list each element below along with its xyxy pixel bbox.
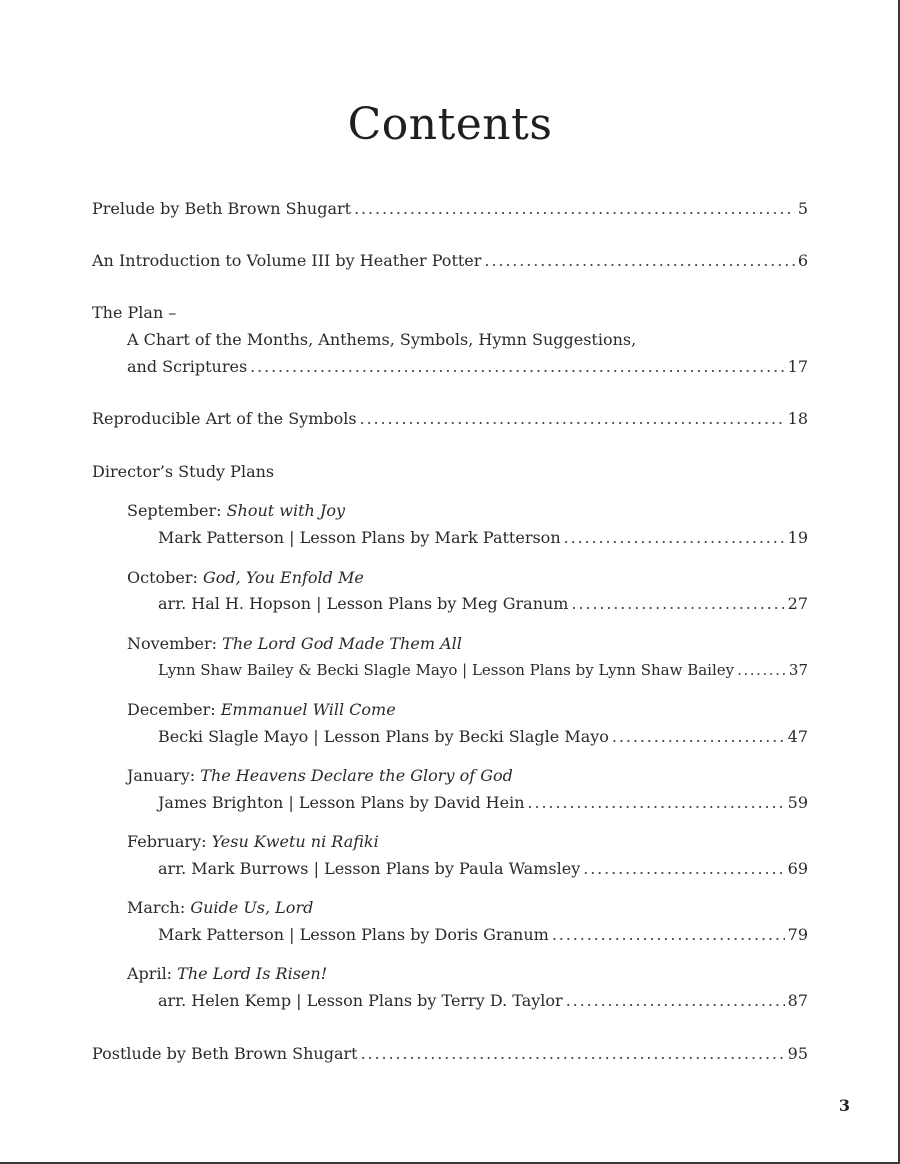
month-label: November: bbox=[127, 634, 223, 653]
month-heading-january bbox=[127, 765, 513, 787]
toc-page-number: 87 bbox=[787, 991, 808, 1010]
leader-dots bbox=[484, 250, 794, 272]
toc-entry-label: arr. Helen Kemp | Lesson Plans by Terry D. Taylor bbox=[158, 991, 563, 1010]
anthem-title: The Heavens Declare the Glory of God bbox=[200, 766, 513, 785]
toc-page-number: 6 bbox=[797, 251, 808, 270]
leader-dots bbox=[737, 659, 786, 681]
anthem-title: God, You Enfold Me bbox=[202, 568, 364, 587]
anthem-title: The Lord God Made Them All bbox=[222, 634, 462, 653]
leader-dots bbox=[583, 858, 784, 880]
toc-entry-label: Mark Patterson | Lesson Plans by Mark Patterson bbox=[158, 528, 561, 547]
toc-entry-october[interactable] bbox=[158, 593, 808, 615]
toc-page-number: 69 bbox=[787, 859, 808, 878]
toc-entry-label: Postlude by Beth Brown Shugart bbox=[92, 1044, 358, 1063]
leader-dots bbox=[250, 356, 784, 378]
toc-page-number: 47 bbox=[787, 727, 808, 746]
toc-entry-label: Prelude by Beth Brown Shugart bbox=[92, 199, 352, 218]
toc-entry-introduction[interactable] bbox=[92, 250, 808, 272]
month-label: March: bbox=[127, 898, 191, 917]
month-heading-december bbox=[127, 699, 396, 721]
leader-dots bbox=[361, 1043, 785, 1065]
month-heading-april bbox=[127, 963, 327, 985]
toc-entry-symbols-art[interactable] bbox=[92, 408, 808, 430]
anthem-title: Yesu Kwetu ni Rafiki bbox=[211, 832, 379, 851]
toc-page-number: 95 bbox=[787, 1044, 808, 1063]
toc-entry-label: An Introduction to Volume III by Heather Potter bbox=[92, 251, 482, 270]
month-heading-november bbox=[127, 633, 462, 655]
toc-entry-november[interactable] bbox=[158, 659, 808, 681]
toc-entry-plan-subtitle: A Chart of the Months, Anthems, Symbols, Hymn Suggestions, bbox=[127, 330, 637, 349]
anthem-title: Guide Us, Lord bbox=[190, 898, 314, 917]
toc-entry-label: Lynn Shaw Bailey & Becki Slagle Mayo | Lesson Plans by Lynn Shaw Bailey bbox=[158, 661, 735, 679]
month-label: September: bbox=[127, 501, 227, 520]
toc-entry-january[interactable] bbox=[158, 792, 808, 814]
anthem-title: Emmanuel Will Come bbox=[220, 700, 396, 719]
page-number: 3 bbox=[838, 1096, 850, 1115]
toc-entry-label: James Brighton | Lesson Plans by David Hein bbox=[158, 793, 525, 812]
toc-entry-february[interactable] bbox=[158, 858, 808, 880]
leader-dots bbox=[552, 924, 785, 946]
month-label: February: bbox=[127, 832, 212, 851]
toc-entry-september[interactable] bbox=[158, 527, 808, 549]
toc-entry-postlude[interactable] bbox=[92, 1043, 808, 1065]
toc-entry-label: and Scriptures bbox=[127, 357, 248, 376]
leader-dots bbox=[564, 527, 785, 549]
toc-page-number: 19 bbox=[787, 528, 808, 547]
toc-entry-label: Reproducible Art of the Symbols bbox=[92, 409, 357, 428]
toc-entry-april[interactable] bbox=[158, 990, 808, 1012]
leader-dots bbox=[612, 726, 785, 748]
toc-section-study-plans: Director’s Study Plans bbox=[92, 462, 275, 481]
toc-page-number: 5 bbox=[797, 199, 808, 218]
page-title: Contents bbox=[347, 99, 553, 151]
toc-entry-plan-heading[interactable]: The Plan – bbox=[92, 303, 177, 322]
toc-entry-label: arr. Mark Burrows | Lesson Plans by Paula Wamsley bbox=[158, 859, 581, 878]
month-heading-september bbox=[127, 500, 345, 522]
toc-entry-march[interactable] bbox=[158, 924, 808, 946]
toc-entry-december[interactable] bbox=[158, 726, 808, 748]
toc-page-number: 37 bbox=[788, 661, 808, 679]
leader-dots bbox=[360, 408, 785, 430]
anthem-title: The Lord Is Risen! bbox=[177, 964, 328, 983]
leader-dots bbox=[528, 792, 785, 814]
toc-entry-label: Mark Patterson | Lesson Plans by Doris Granum bbox=[158, 925, 549, 944]
month-heading-february bbox=[127, 831, 379, 853]
toc-page-number: 18 bbox=[787, 409, 808, 428]
month-label: April: bbox=[127, 964, 178, 983]
leader-dots bbox=[571, 593, 784, 615]
anthem-title: Shout with Joy bbox=[226, 501, 346, 520]
month-label: October: bbox=[127, 568, 203, 587]
month-label: January: bbox=[127, 766, 201, 785]
toc-entry-plan[interactable] bbox=[127, 356, 808, 378]
toc-page-number: 59 bbox=[787, 793, 808, 812]
month-label: December: bbox=[127, 700, 221, 719]
toc-page-number: 17 bbox=[787, 357, 808, 376]
month-heading-october bbox=[127, 567, 364, 589]
toc-entry-label: Becki Slagle Mayo | Lesson Plans by Becki Slagle Mayo bbox=[158, 727, 609, 746]
toc-entry-label: arr. Hal H. Hopson | Lesson Plans by Meg Granum bbox=[158, 594, 569, 613]
toc-page-number: 27 bbox=[787, 594, 808, 613]
month-heading-march bbox=[127, 897, 313, 919]
toc-entry-prelude[interactable] bbox=[92, 198, 808, 220]
leader-dots bbox=[566, 990, 785, 1012]
leader-dots bbox=[354, 198, 795, 220]
toc-page-number: 79 bbox=[787, 925, 808, 944]
